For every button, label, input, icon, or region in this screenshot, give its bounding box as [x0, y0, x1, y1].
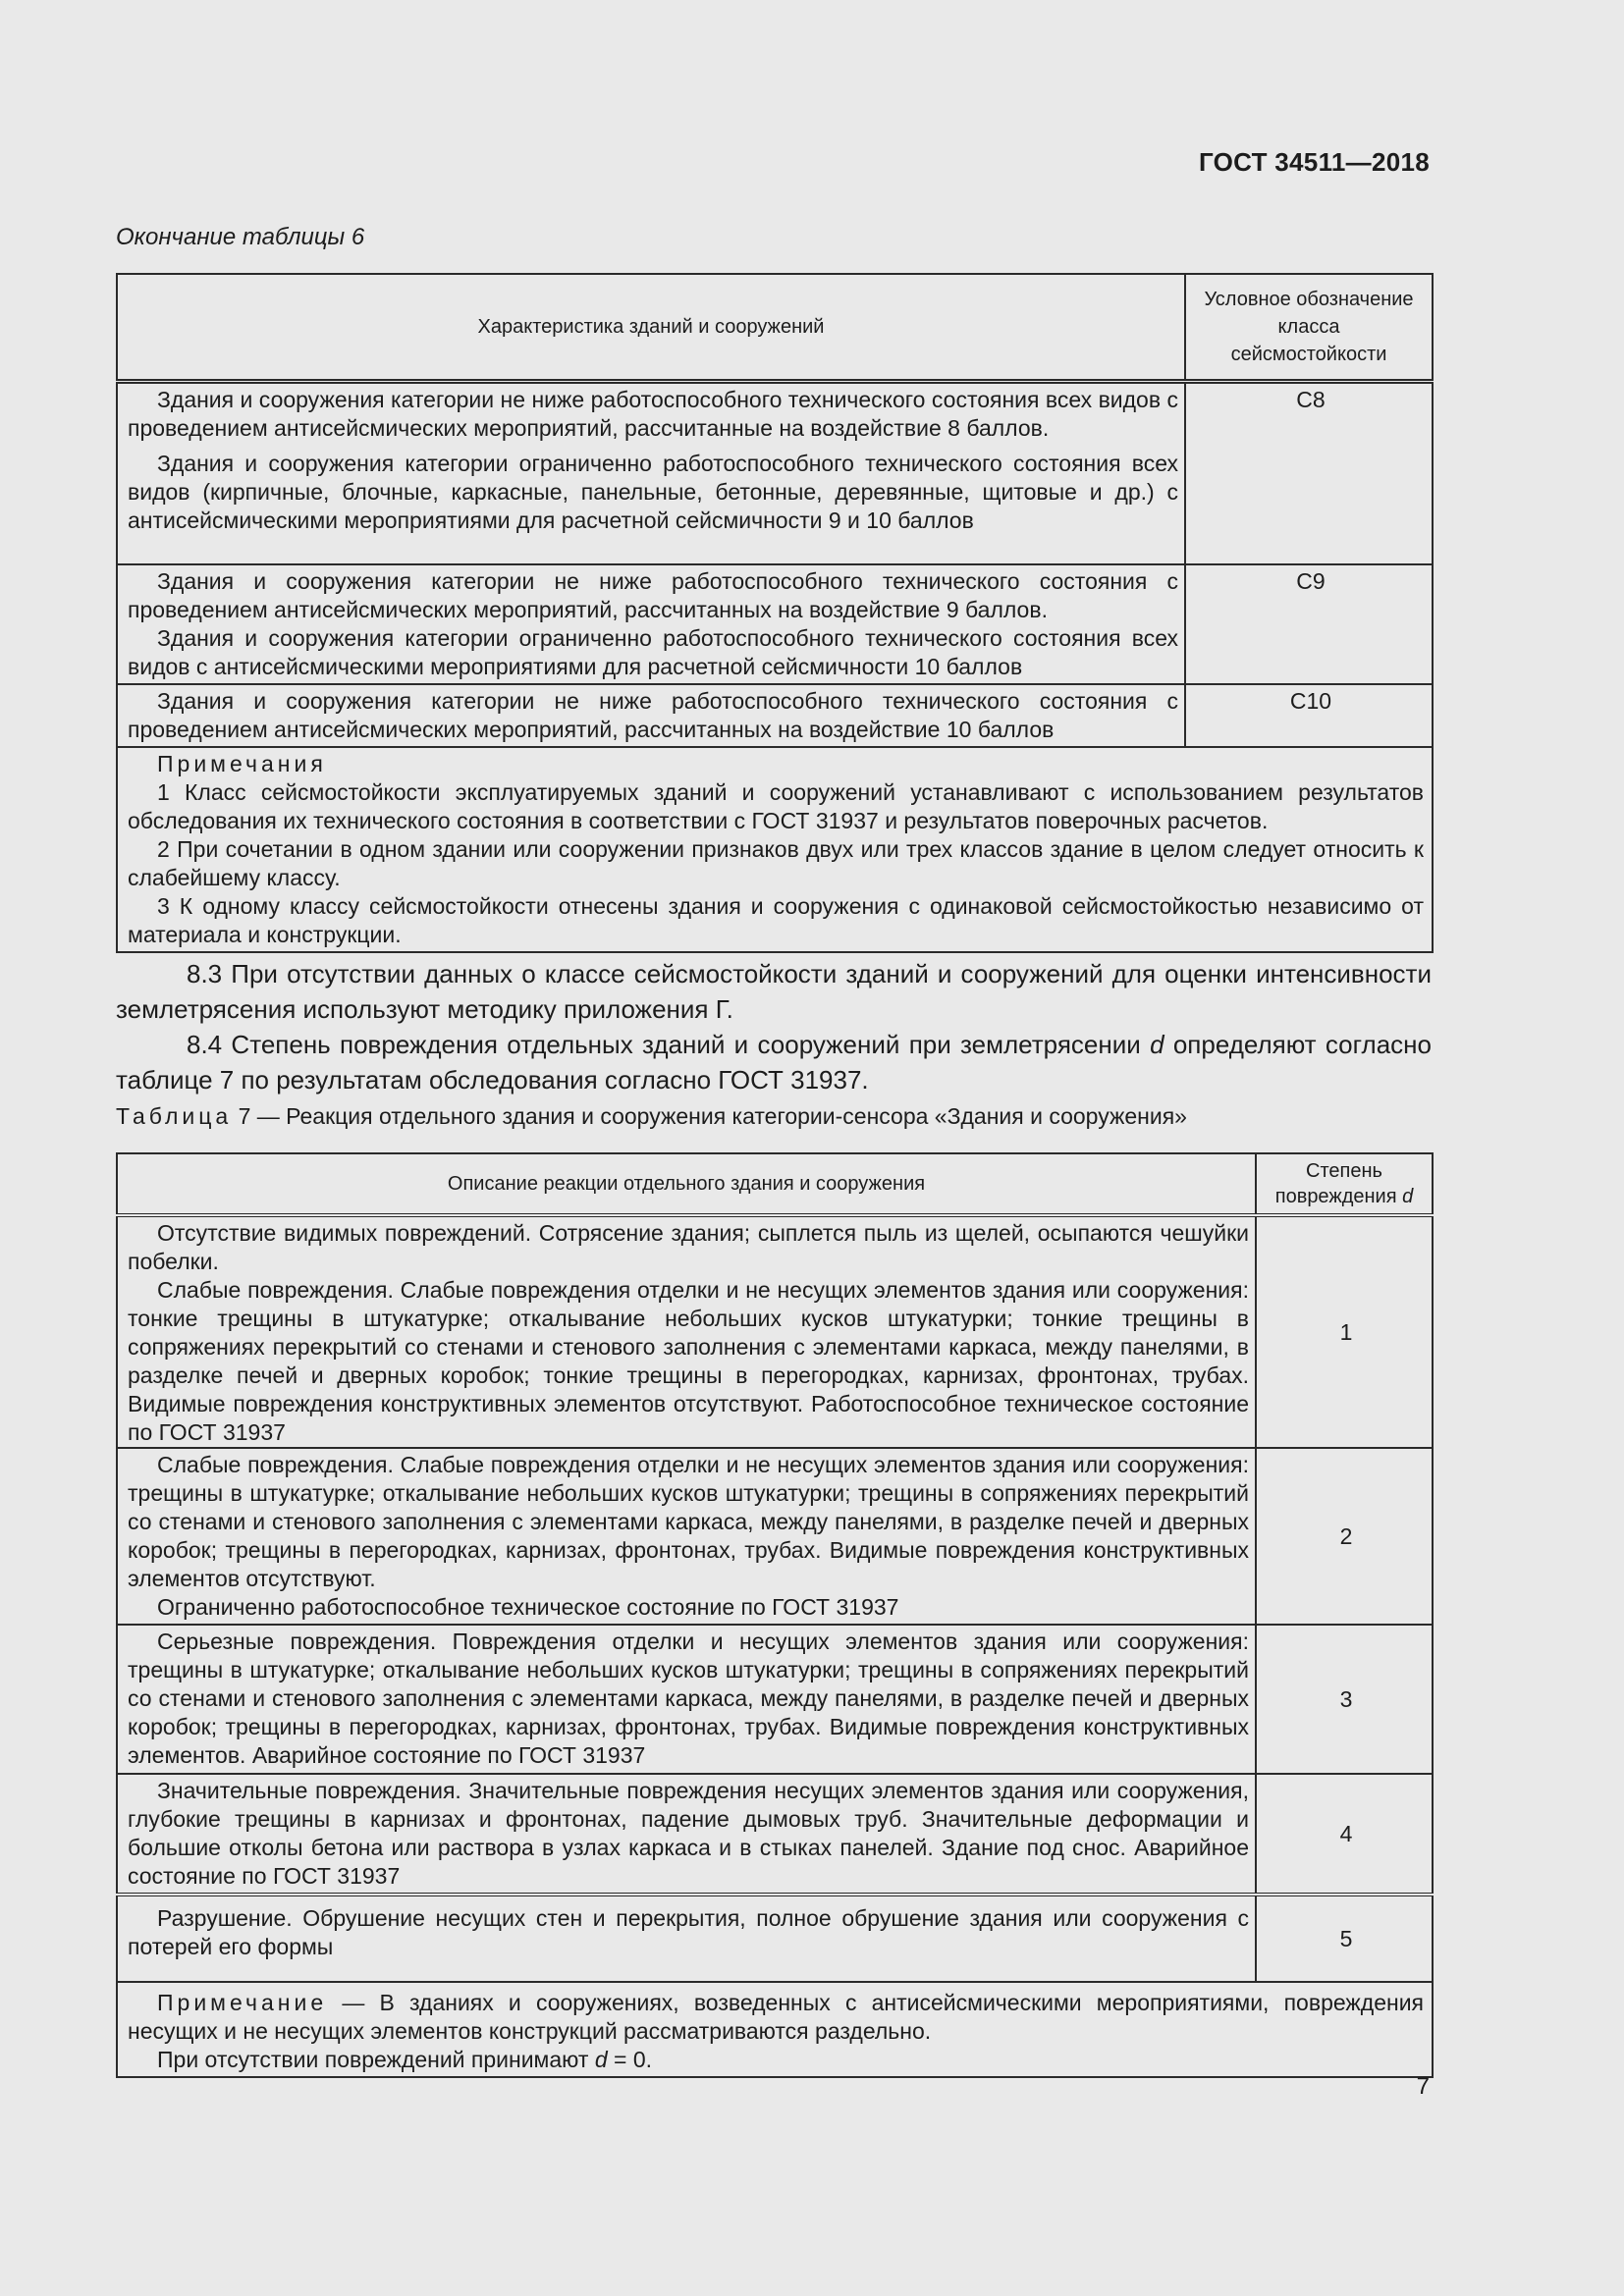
- table7-row-description: [117, 1448, 1256, 1625]
- table6-note: 2 При сочетании в одном здании или сооружении признаков двух или трех классов здание в целом следует относить к слабейшему классу.: [128, 836, 1424, 890]
- table7-col-header-degree: [1256, 1153, 1433, 1215]
- table7-row-paragraph: Отсутствие видимых повреждений. Сотрясение здания; сыплется пыль из щелей, осыпаются чешуйки побелки.: [128, 1220, 1249, 1274]
- table6-row-description: [117, 382, 1185, 565]
- table6-row-class: C10: [1185, 684, 1433, 747]
- variable-d: d: [594, 2047, 608, 2072]
- table7-row: [117, 1448, 1433, 1625]
- table6-row: [117, 684, 1433, 747]
- table7-note2-text-end: = 0.: [607, 2047, 653, 2072]
- table6-note: 3 К одному классу сейсмостойкости отнесены здания и сооружения с одинаковой сейсмостойкостью независимо от материала и конструкции.: [128, 893, 1424, 947]
- table7-row-paragraph: Серьезные повреждения. Повреждения отделки и несущих элементов здания или сооружения: трещины в штукатурке; откалывание небольших кусков штукатурки; трещины в сопряжениях перекрытий со стенами и стенового заполнения с элементами каркаса, между панелями, в разделке печей и дверных коробок; трещины в перегородках, карнизах, фронтонах, трубах. Видимые повреждения конструктивных элементов. Аварийное состояние по ГОСТ 31937: [128, 1629, 1249, 1768]
- table7-col-header-description: Описание реакции отдельного здания и сооружения: [117, 1153, 1256, 1215]
- table7-row-degree: 4: [1256, 1774, 1433, 1895]
- variable-d: d: [1150, 1030, 1164, 1059]
- table7-row-description: [117, 1215, 1256, 1448]
- table7-col-header-degree-text: Степень повреждения: [1274, 1160, 1397, 1207]
- table7-note-2: [128, 2046, 1424, 2074]
- table7-notes: [117, 1982, 1433, 2077]
- table7-row-degree: 5: [1256, 1895, 1433, 1982]
- table7-notes-row: [117, 1982, 1433, 2077]
- table7-row-degree: 3: [1256, 1625, 1433, 1774]
- standard-code: ГОСТ 34511—2018: [1198, 147, 1430, 177]
- body-paragraphs: [116, 956, 1432, 1097]
- table7-row-description: [117, 1625, 1256, 1774]
- table7-row: [117, 1895, 1433, 1982]
- table7-caption-label: Таблица: [116, 1103, 233, 1129]
- table6-header-row: [117, 274, 1433, 382]
- table7-row-paragraph: Слабые повреждения. Слабые повреждения отделки и не несущих элементов здания или сооружения: трещины в штукатурке; откалывание небольших кусков штукатурки; трещины в сопряжениях перекрытий со стенами и стенового заполнения с элементами каркаса, между панелями, в разделке печей и дверных коробок; трещины в перегородках, карнизах, фронтонах, трубах. Видимые повреждения конструктивных элементов отсутствуют.: [128, 1452, 1249, 1591]
- table6-row-paragraph: Здания и сооружения категории ограниченно работоспособного технического состояния всех видов с антисейсмическими мероприятиями для расчетной сейсмичности 10 баллов: [128, 625, 1178, 679]
- table7-row-description: [117, 1774, 1256, 1895]
- table6-notes-row: [117, 747, 1433, 952]
- table6-notes: [117, 747, 1433, 952]
- table7-row-degree: 1: [1256, 1215, 1433, 1448]
- table7-row: [117, 1774, 1433, 1895]
- table7-header-row: [117, 1153, 1433, 1215]
- paragraph-8-4: [116, 1027, 1432, 1097]
- table6-continuation-label: Окончание таблицы 6: [116, 224, 365, 250]
- table7-row: [117, 1215, 1433, 1448]
- paragraph-8-4-text: 8.4 Степень повреждения отдельных зданий и сооружений при землетрясении: [187, 1030, 1151, 1059]
- table6-row-description: [117, 684, 1185, 747]
- table-7: [116, 1152, 1434, 2078]
- table7-row-paragraph: Разрушение. Обрушение несущих стен и перекрытия, полное обрушение здания или сооружения с потерей его формы: [128, 1905, 1249, 1959]
- variable-d: d: [1402, 1186, 1414, 1207]
- table7-row-description: [117, 1895, 1256, 1982]
- table6-row: [117, 382, 1433, 565]
- table7-row-degree: 2: [1256, 1448, 1433, 1625]
- table6-note: 1 Класс сейсмостойкости эксплуатируемых зданий и сооружений устанавливают с использованием результатов обследования их технического состояния в соответствии с ГОСТ 31937 и результатов поверочных расчетов.: [128, 779, 1424, 833]
- table6-row-paragraph: Здания и сооружения категории не ниже работоспособного технического состояния с проведением антисейсмических мероприятий, рассчитанных на воздействие 10 баллов: [128, 688, 1178, 742]
- table7-note: [128, 1989, 1424, 2046]
- table-6: [116, 273, 1434, 953]
- table6-row-class: C8: [1185, 382, 1433, 565]
- table7-note-label: Примечание: [157, 1990, 328, 2015]
- table6-row-paragraph: Здания и сооружения категории не ниже работоспособного технического состояния с проведением антисейсмических мероприятий, рассчитанных на воздействие 9 баллов.: [128, 568, 1178, 622]
- table7-caption-title: 7 — Реакция отдельного здания и сооружения категории-сенсора «Здания и сооружения»: [232, 1103, 1187, 1129]
- table6-row-paragraph: Здания и сооружения категории не ниже работоспособного технического состояния всех видов с проведением антисейсмических мероприятий, рассчитанные на воздействие 8 баллов.: [128, 387, 1178, 441]
- table7-row-paragraph: Слабые повреждения. Слабые повреждения отделки и не несущих элементов здания или сооружения: тонкие трещины в штукатурке; откалывание небольших кусков штукатурки; тонкие трещины в сопряжениях перекрытий со стенами и стенового заполнения с элементами каркаса, между панелями, в разделке печей и дверных коробок; тонкие трещины в перегородках, карнизах, фронтонах, трубах. Видимые повреждения конструктивных элементов отсутствуют. Работоспособное техническое состояние по ГОСТ 31937: [128, 1277, 1249, 1445]
- paragraph-8-3: 8.3 При отсутствии данных о классе сейсмостойкости зданий и сооружений для оценки интенсивности землетрясения используют методику приложения Г.: [116, 959, 1432, 1024]
- table7-note-text: — В зданиях и сооружениях, возведенных с антисейсмическими мероприятиями, повреждения несущих и не несущих элементов конструкций рассматриваются раздельно.: [128, 1990, 1424, 2044]
- table6-row-description: [117, 564, 1185, 684]
- table6-col-header-class: Условное обозначение класса сейсмостойкости: [1185, 274, 1433, 382]
- table7-row-paragraph: Значительные повреждения. Значительные повреждения несущих элементов здания или сооружения, глубокие трещины в карнизах и фронтонах, падение дымовых труб. Значительные деформации и большие отколы бетона или раствора в узлах каркаса и в стыках панелей. Здание под снос. Аварийное состояние по ГОСТ 31937: [128, 1778, 1249, 1889]
- table7-row-paragraph: Ограниченно работоспособное техническое состояние по ГОСТ 31937: [157, 1594, 899, 1620]
- table6-col-header-characteristic: Характеристика зданий и сооружений: [117, 274, 1185, 382]
- table7-row: [117, 1625, 1433, 1774]
- table6-row: [117, 564, 1433, 684]
- table6-notes-title: Примечания: [157, 751, 327, 776]
- table7-caption: [116, 1103, 1187, 1130]
- table6-row-paragraph: Здания и сооружения категории ограниченно работоспособного технического состояния всех видов (кирпичные, блочные, каркасные, панельные, бетонные, деревянные, щитовые и др.) с антисейсмическими мероприятиями для расчетной сейсмичности 9 и 10 баллов: [128, 451, 1178, 533]
- table6-row-class: C9: [1185, 564, 1433, 684]
- table7-note2-text: При отсутствии повреждений принимают: [157, 2047, 595, 2072]
- paragraph-8-4-text-end: определяют согласно таблице 7 по результатам обследования согласно ГОСТ 31937.: [116, 1030, 1432, 1095]
- page-number: 7: [1416, 2073, 1430, 2100]
